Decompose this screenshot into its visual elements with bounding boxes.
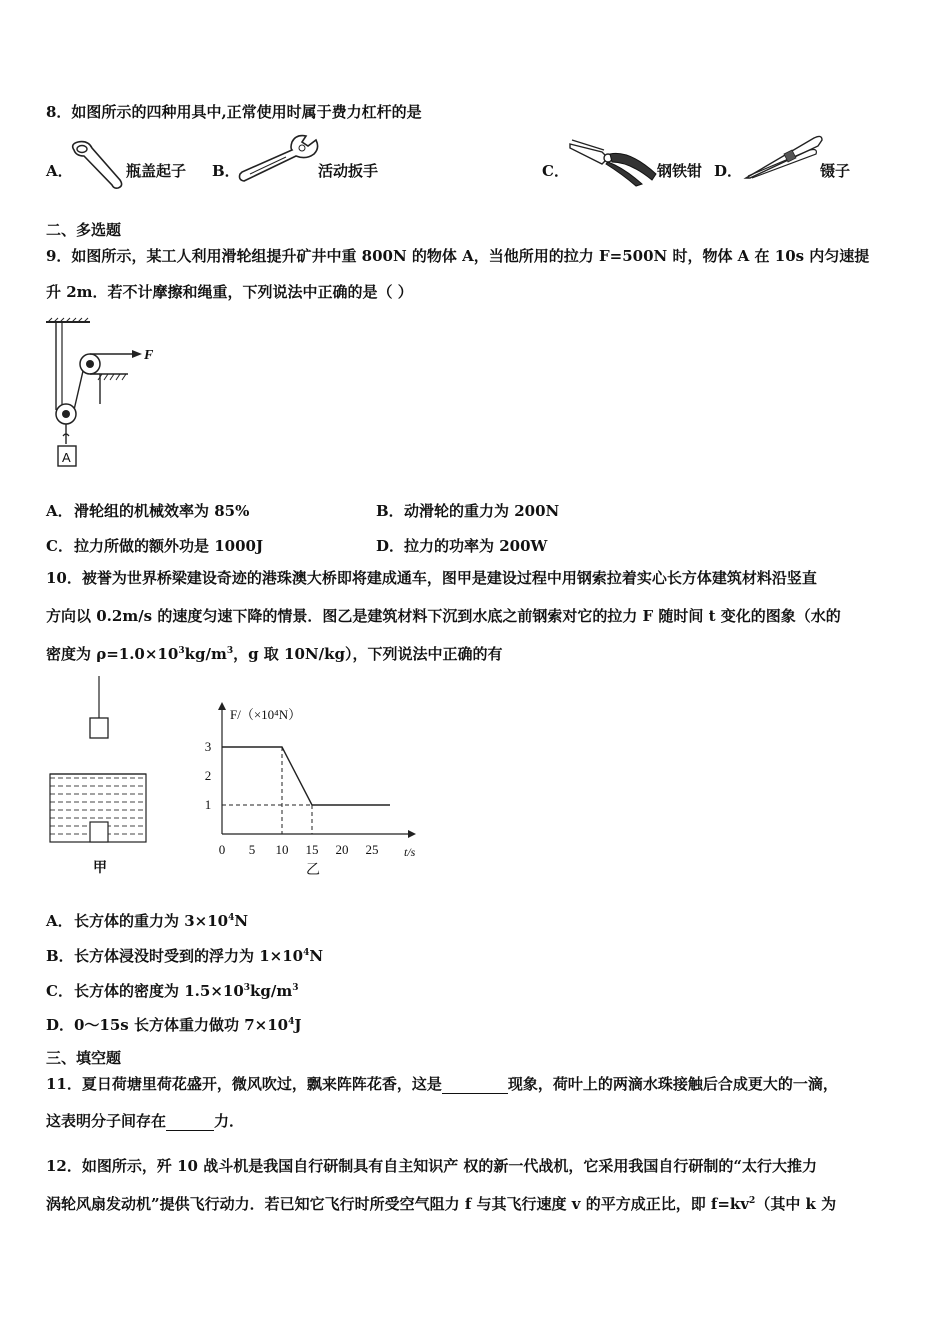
q10-stem-line-3: 密度为 $\rho=1.0\times 10^3kg/m^3$，g 取 10N/kg），下列说法中正确的有: [46, 645, 503, 663]
figure-yi-label: 乙: [306, 862, 320, 878]
y-tick-label-0: 1: [204, 797, 212, 812]
y-axis-label: F/（×10⁴N）: [230, 707, 302, 722]
x-tick-label-3: 15: [305, 842, 319, 857]
wrench-icon: [236, 134, 320, 184]
x-axis-label: t/s: [404, 845, 416, 859]
pulley-system-figure: [44, 318, 164, 474]
q12-line-2: 涡轮风扇发动机”提供飞行动力．若已知它飞行时所受空气阻力 f 与其飞行速度 v 的平方成正比，即 $f=kv^2$（其中 k 为: [46, 1195, 837, 1213]
q9-option-d-text: 拉力的功率为 200W: [404, 537, 548, 555]
figure-yi-force-time-chart: [196, 698, 416, 880]
bottle-opener-icon: [68, 140, 126, 190]
q9-option-c-label: C．: [46, 537, 73, 555]
q10-option-b-label: B．: [46, 947, 74, 965]
q11-line-2: 这表明分子间存在 力．: [46, 1112, 245, 1130]
q8-option-d-label: D．: [714, 162, 743, 180]
q9-option-d-label: D．: [376, 537, 405, 555]
q12-line-1: 12．如图所示，歼 10 战斗机是我国自行研制具有自主知识产 权的新一代战机，它采用我国自行研制的“太行大推力: [46, 1157, 818, 1175]
y-tick-label-1: 2: [204, 768, 212, 783]
y-axis-arrow: [218, 702, 226, 710]
q10-option-a-label: A．: [46, 912, 73, 930]
x-tick-label-1: 5: [248, 842, 256, 857]
q9-option-b-text: 动滑轮的重力为 200N: [404, 502, 560, 520]
q9-stem-line-2: 升 2m．若不计摩擦和绳重，下列说法中正确的是（ ）: [46, 283, 413, 301]
q9-option-c-text: 拉力所做的额外功是 1000J: [74, 537, 264, 555]
q11-blank-2[interactable]: [166, 1110, 214, 1131]
q8-option-d-text: 镊子: [820, 162, 851, 180]
q10-stem-line-2: 方向以 0.2m/s 的速度匀速下降的情景．图乙是建筑材料下沉到水底之前钢索对它的拉力 F 随时间 t 变化的图象（水的: [46, 607, 841, 625]
q10-option-d-label: D．: [46, 1016, 75, 1034]
section-3-title: 三、填空题: [46, 1049, 122, 1067]
q8-option-c-label: C．: [542, 162, 569, 180]
y-tick-label-2: 3: [204, 739, 212, 754]
q9-option-a-label: A．: [46, 502, 73, 520]
q10-option-d-text: 0～15s 长方体重力做功 $7\times 10^4J$: [74, 1016, 302, 1034]
x-axis-arrow: [408, 830, 416, 838]
q10-option-b-text: 长方体浸没时受到的浮力为 $1\times 10^4N$: [74, 947, 324, 965]
force-series-line: [222, 747, 390, 805]
figure-jia-water-tank: [46, 676, 150, 876]
q8-option-a-text: 瓶盖起子: [126, 162, 187, 180]
q10-option-c-text: 长方体的密度为 $1.5\times 10^3kg/m^3$: [74, 982, 299, 1000]
pulley-force-label: F: [144, 348, 154, 363]
q8-stem: 8．如图所示的四种用具中,正常使用时属于费力杠杆的是: [46, 103, 422, 121]
q8-option-a-label: A．: [46, 162, 73, 180]
q11-blank-1[interactable]: [442, 1073, 508, 1094]
pliers-icon: [568, 138, 658, 186]
section-2-title: 二、多选题: [46, 221, 122, 239]
x-tick-label-4: 20: [335, 842, 349, 857]
pulley-block-label: A: [62, 450, 71, 465]
q8-option-b-label: B．: [212, 162, 240, 180]
x-tick-label-5: 25: [365, 842, 379, 857]
q10-option-a-text: 长方体的重力为 $3\times 10^4N$: [74, 912, 249, 930]
tweezers-icon: [744, 132, 824, 180]
q9-stem-line-1: 9．如图所示，某工人利用滑轮组提升矿井中重 800N 的物体 A，当他所用的拉力 F=500N 时，物体 A 在 10s 内匀速提: [46, 247, 870, 265]
q8-option-b-text: 活动扳手: [318, 162, 379, 180]
q10-stem-line-1: 10．被誉为世界桥梁建设奇迹的港珠澳大桥即将建成通车，图甲是建设过程中用钢索拉着实心长方体建筑材料沿竖直: [46, 569, 817, 587]
q8-option-c-text: 钢铁钳: [657, 162, 703, 180]
q11-line-1: 11．夏日荷塘里荷花盛开，微风吹过，飘来阵阵花香，这是 现象，荷叶上的两滴水珠接触后合成更大的一滴，: [46, 1075, 838, 1093]
x-tick-label-2: 10: [275, 842, 289, 857]
x-tick-label-0: 0: [218, 842, 226, 857]
q10-option-c-label: C．: [46, 982, 73, 1000]
q9-option-b-label: B．: [376, 502, 404, 520]
q9-option-a-text: 滑轮组的机械效率为 85%: [74, 502, 250, 520]
figure-jia-label: 甲: [93, 860, 107, 876]
